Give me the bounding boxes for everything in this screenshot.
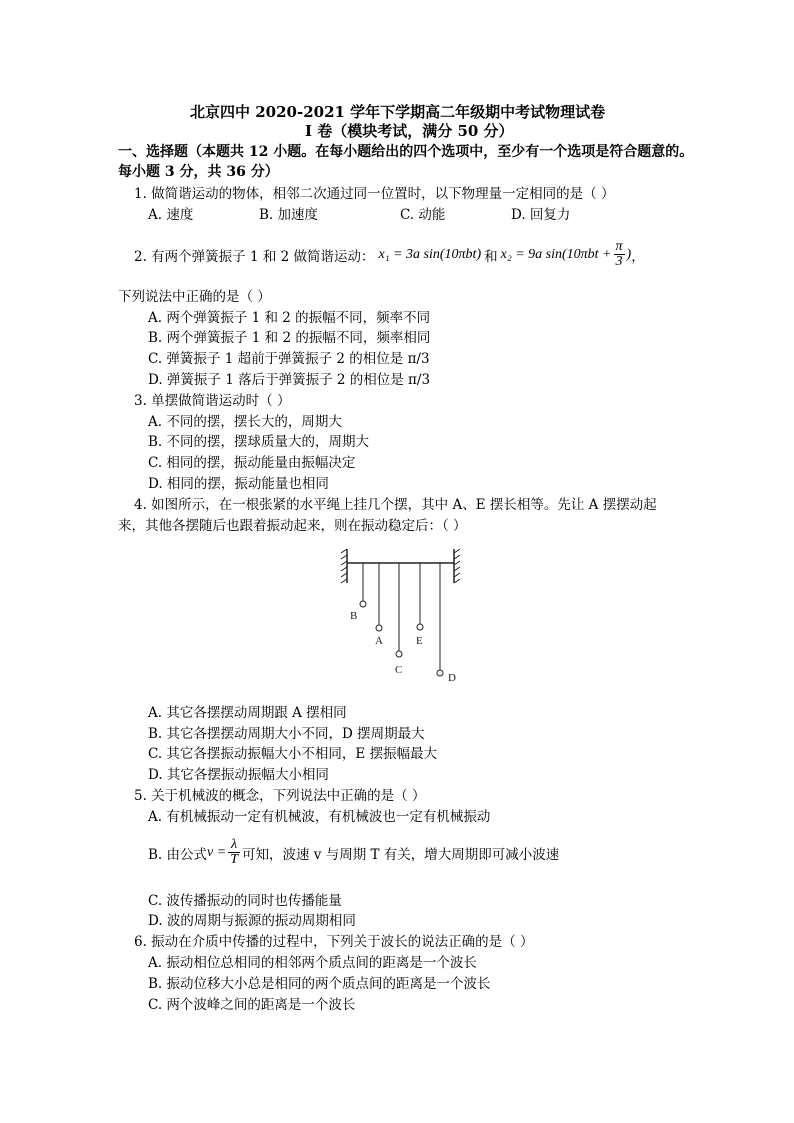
- question-5-option-b: [148, 838, 559, 867]
- pendulum-b: [350, 563, 366, 622]
- question-3-option-c: C. 相同的摆，振动能量由振幅决定: [148, 455, 356, 471]
- question-2-option-c: C. 弹簧振子 1 超前于弹簧振子 2 的相位是 π/3: [148, 351, 430, 367]
- question-5-option-a: A. 有机械振动一定有机械波，有机械波也一定有机械振动: [148, 809, 491, 825]
- question-1-option-b: B. 加速度: [259, 207, 319, 223]
- question-4-stem-cont: 来，其他各摆随后也跟着振动起来，则在振动稳定后：（ ）: [118, 518, 467, 534]
- question-2-equation-1: x₁ = 3a sin(10πbt): [378, 246, 482, 262]
- question-6-stem: 6. 振动在介质中传播的过程中，下列关于波长的说法正确的是（ ）: [134, 934, 534, 950]
- pendulum-d: [437, 563, 456, 684]
- section-heading: 一、选择题（本题共 12 小题。在每小题给出的四个选项中，至少有一个选项是符合题意的。: [118, 144, 694, 160]
- question-6-option-b: B. 振动位移大小总是相同的两个质点间的距离是一个波长: [148, 976, 491, 992]
- question-4-option-d: D. 其它各摆振动振幅大小相同: [148, 767, 329, 783]
- question-3-option-a: A. 不同的摆，摆长大的，周期大: [148, 414, 342, 430]
- question-1-option-c: C. 动能: [400, 207, 446, 223]
- question-2-stem-cont: 下列说法中正确的是（ ）: [118, 289, 271, 305]
- question-5-stem: 5. 关于机械波的概念，下列说法中正确的是（ ）: [134, 788, 426, 804]
- question-2-option-d: D. 弹簧振子 1 落后于弹簧振子 2 的相位是 π/3: [148, 372, 431, 388]
- pendulum-figure: [330, 545, 470, 685]
- left-support: [341, 549, 347, 583]
- question-5-option-b-variable: v =: [207, 844, 227, 860]
- question-4-option-c: C. 其它各摆振动振幅大小不相同，E 摆振幅最大: [148, 746, 438, 762]
- question-2-option-b: B. 两个弹簧振子 1 和 2 的振幅不同，频率相同: [148, 330, 431, 346]
- question-3-option-d: D. 相同的摆，振动能量也相同: [148, 476, 329, 492]
- pendulum-c-label: C: [395, 664, 403, 676]
- question-4-option-b: B. 其它各摆摆动周期大小不同，D 摆周期最大: [148, 726, 425, 742]
- question-5-option-c: C. 波传播振动的同时也传播能量: [148, 893, 342, 909]
- question-2-and: 和: [484, 248, 498, 265]
- question-2-equation-2-end: ): [626, 246, 632, 262]
- question-1-stem: 1. 做简谐运动的物体，相邻二次通过同一位置时，以下物理量一定相同的是（ ）: [134, 186, 615, 202]
- pendulum-d-label: D: [448, 672, 456, 684]
- pendulum-e: [416, 563, 423, 647]
- pendulum-a-label: A: [375, 635, 383, 647]
- question-5-option-b-denominator: T: [230, 852, 238, 867]
- pendulum-b-label: B: [350, 610, 358, 622]
- pendulum-a: [375, 563, 383, 647]
- question-6-option-c: C. 两个波峰之间的距离是一个波长: [148, 997, 356, 1013]
- question-5-option-d: D. 波的周期与振源的振动周期相同: [148, 913, 356, 929]
- question-5-option-b-prefix: B. 由公式: [148, 846, 208, 863]
- question-5-option-b-suffix: 可知，波速 v 与周期 T 有关，增大周期即可减小波速: [241, 846, 560, 863]
- question-2-fraction-numerator: π: [615, 239, 623, 254]
- page-title: 北京四中 2020-2021 学年下学期高二年级期中考试物理试卷: [190, 103, 606, 121]
- question-2-prefix: 2. 有两个弹簧振子 1 和 2 做简谐运动：: [134, 248, 375, 265]
- page-subtitle: I 卷（模块考试，满分 50 分）: [305, 122, 514, 140]
- question-3-option-b: B. 不同的摆，摆球质量大的，周期大: [148, 434, 370, 450]
- question-2-stem: [134, 240, 645, 269]
- question-2-fraction: [614, 240, 625, 269]
- question-1-option-d: D. 回复力: [511, 207, 571, 223]
- question-2-fraction-denominator: 3: [615, 254, 623, 269]
- question-4-option-a: A. 其它各摆摆动周期跟 A 摆相同: [148, 705, 347, 721]
- question-6-option-a: A. 振动相位总相同的相邻两个质点间的距离是一个波长: [148, 955, 477, 971]
- question-2-equation-2: x₂ = 9a sin(10πbt +: [500, 246, 612, 262]
- question-5-option-b-numerator: λ: [228, 838, 240, 853]
- question-3-stem: 3. 单摆做简谐运动时（ ）: [134, 393, 291, 409]
- question-2-option-a: A. 两个弹簧振子 1 和 2 的振幅不同，频率不同: [148, 310, 431, 326]
- pendulum-e-label: E: [416, 635, 423, 647]
- question-2-comma: ，: [631, 248, 645, 265]
- question-1-option-a: A. 速度: [148, 207, 194, 223]
- question-4-stem: 4. 如图所示，在一根张紧的水平绳上挂几个摆，其中 A、E 摆长相等。先让 A 摆摆动起: [134, 497, 657, 513]
- right-support: [454, 549, 460, 583]
- question-5-option-b-fraction: [228, 838, 240, 867]
- section-heading-cont: 每小题 3 分，共 36 分）: [118, 164, 279, 180]
- pendulum-c: [395, 563, 402, 676]
